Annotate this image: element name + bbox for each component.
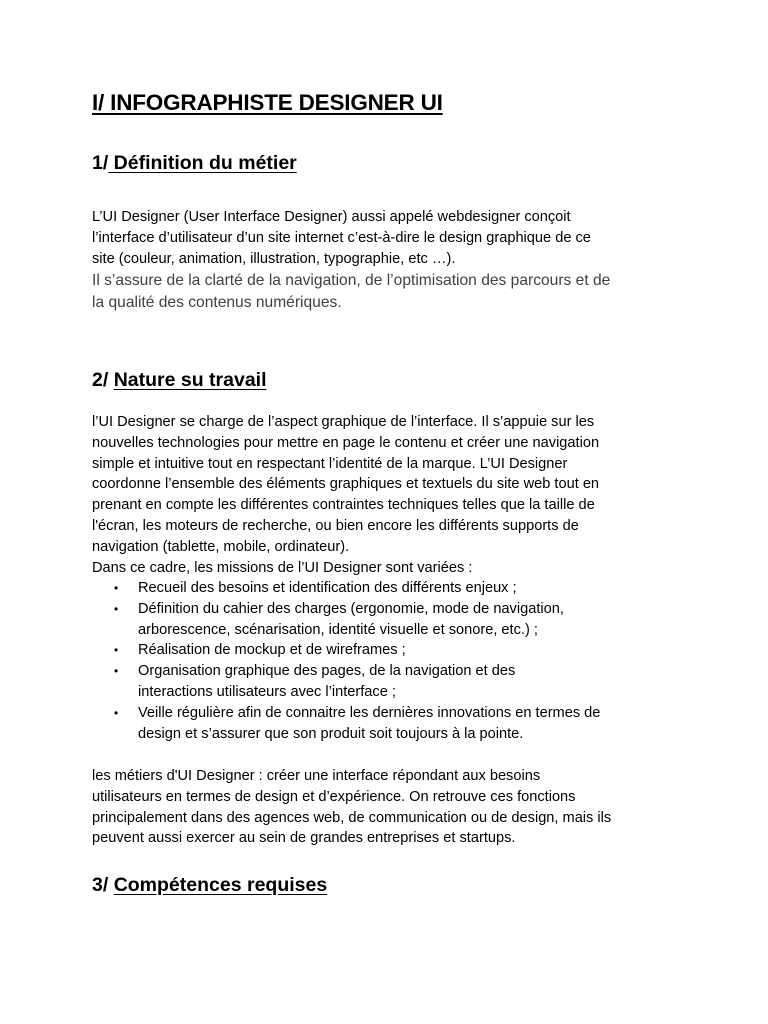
list-item-line: design et s’assurer que son produit soit toujours à la pointe. (138, 725, 524, 742)
paragraph-line: nouvelles technologies pour mettre en page le contenu et créer une navigation (92, 434, 600, 451)
list-item-line: interactions utilisateurs avec l’interface ; (138, 683, 396, 700)
paragraph-line: Il s’assure de la clarté de la navigation, de l’optimisation des parcours et de (92, 272, 611, 289)
bullet-icon: • (114, 601, 119, 616)
section-2-paragraph (92, 412, 692, 578)
list-item-line: arborescence, scénarisation, identité visuelle et sonore, etc.) ; (138, 621, 538, 638)
paragraph-line: coordonne l’ensemble des éléments graphiques et textuels du site web tout en (92, 476, 600, 493)
list-item (92, 640, 692, 661)
list-item-line: Veille régulière afin de connaitre les dernières innovations en termes de (138, 704, 601, 721)
document-title: I/ INFOGRAPHISTE DESIGNER UI (92, 90, 443, 115)
list-item (92, 578, 692, 599)
list-item-line: Réalisation de mockup et de wireframes ; (138, 642, 406, 659)
section-1-number: 1/ (92, 152, 109, 174)
paragraph-line: utilisateurs en termes de design et d’expérience. On retrouve ces fonctions (92, 788, 576, 805)
section-3-number: 3/ (92, 874, 114, 896)
paragraph-line: principalement dans des agences web, de communication ou de design, mais ils (92, 809, 612, 826)
paragraph-line: les métiers d'UI Designer : créer une interface répondant aux besoins (92, 768, 541, 784)
section-1-heading (92, 152, 297, 175)
paragraph-line: Dans ce cadre, les missions de l’UI Designer sont variées : (92, 559, 473, 576)
section-2-closing-paragraph (92, 766, 692, 849)
section-3-heading (92, 874, 327, 897)
section-2-heading (92, 369, 267, 392)
section-2-number: 2/ (92, 369, 114, 391)
paragraph-line: site (couleur, animation, illustration, typographie, etc …). (92, 250, 456, 267)
paragraph-line: l’UI Designer se charge de l’aspect graphique de l’interface. Il s’appuie sur les (92, 414, 595, 430)
bullet-icon: • (114, 705, 119, 720)
paragraph-line: L’UI Designer (User Interface Designer) aussi appelé webdesigner conçoit (92, 209, 571, 225)
section-3-title: Compétences requises (113, 874, 328, 896)
missions-list (92, 578, 692, 744)
paragraph-line: navigation (tablette, mobile, ordinateur). (92, 538, 350, 555)
section-1-paragraph (92, 207, 692, 269)
paragraph-line: simple et intuitive tout en respectant l’identité de la marque. L’UI Designer (92, 455, 568, 472)
list-item (92, 703, 692, 745)
list-item (92, 661, 692, 703)
list-item-line: Définition du cahier des charges (ergonomie, mode de navigation, (138, 600, 564, 617)
list-item-line: Recueil des besoins et identification des différents enjeux ; (138, 580, 517, 596)
paragraph-line: l'écran, les moteurs de recherche, ou bien encore les différents supports de (92, 517, 579, 534)
section-1-title: Définition du métier (108, 152, 297, 174)
bullet-icon: • (114, 643, 119, 658)
list-item-line: Organisation graphique des pages, de la navigation et des (138, 663, 516, 680)
list-item (92, 599, 692, 641)
paragraph-line: la qualité des contenus numériques. (92, 294, 342, 311)
paragraph-line: l’interface d’utilisateur d’un site internet c’est-à-dire le design graphique de ce (92, 229, 591, 246)
bullet-icon: • (114, 664, 119, 679)
paragraph-line: peuvent aussi exercer au sein de grandes entreprises et startups. (92, 830, 516, 847)
paragraph-line: prenant en compte les différentes contraintes techniques telles que la taille de (92, 497, 595, 514)
section-2-title: Nature su travail (113, 369, 267, 391)
section-1-paragraph-quote (92, 270, 692, 314)
bullet-icon: • (114, 581, 119, 595)
